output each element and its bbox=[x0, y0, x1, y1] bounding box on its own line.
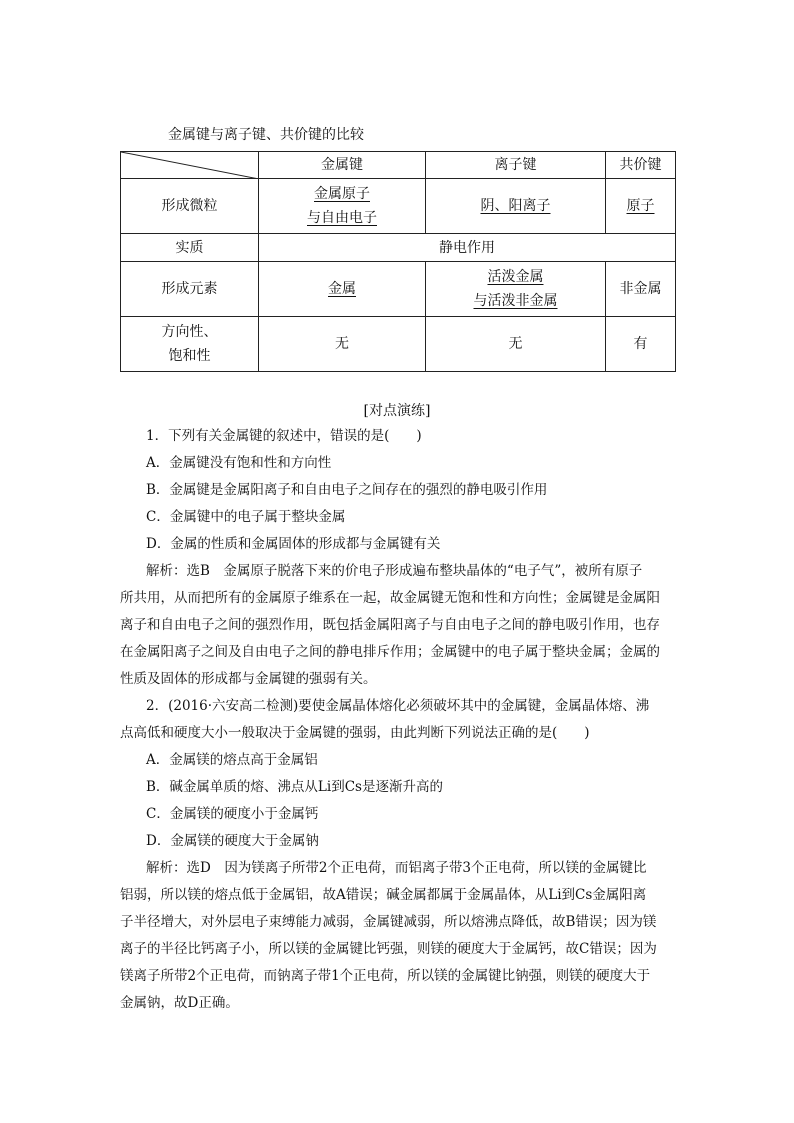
row-label-elements: 形成元素 bbox=[121, 262, 259, 317]
direction-label-line1: 方向性、 bbox=[161, 324, 218, 340]
metal-elements-text: 金属 bbox=[328, 281, 356, 297]
q1-option-d: D．金属的性质和金属固体的形成都与金属键有关 bbox=[146, 536, 441, 552]
ionic-elements-line2: 与活泼非金属 bbox=[473, 293, 558, 309]
cell-metal-particles bbox=[259, 179, 426, 234]
q1-analysis-line: 在金属阳离子之间及自由电子之间的静电排斥作用；金属键中的电子属于整块金属；金属的 bbox=[120, 644, 660, 660]
cell-ionic-particles bbox=[426, 179, 606, 234]
row-direction bbox=[121, 317, 676, 372]
question-1 bbox=[120, 423, 675, 693]
question-2 bbox=[120, 693, 675, 1017]
comparison-table bbox=[120, 151, 676, 372]
header-covalent-bond: 共价键 bbox=[606, 152, 676, 179]
row-essence bbox=[121, 234, 676, 262]
q2-option-d: D．金属镁的硬度大于金属钠 bbox=[146, 833, 319, 849]
diagonal-corner-cell bbox=[121, 152, 259, 179]
q1-analysis-line: 离子和自由电子之间的强烈作用，既包括金属阳离子与自由电子之间的静电吸引作用，也存 bbox=[120, 617, 660, 633]
metal-particles-line2: 与自由电子 bbox=[307, 210, 377, 226]
q1-analysis-line: 解析：选B 金属原子脱落下来的价电子形成遍布整块晶体的“电子气”，被所有原子 bbox=[146, 563, 643, 579]
row-particles bbox=[121, 179, 676, 234]
row-label-particles: 形成微粒 bbox=[121, 179, 259, 234]
diagonal-line bbox=[121, 152, 259, 179]
q2-analysis-line: 离子的半径比钙离子小，所以镁的金属键比钙强，则镁的硬度大于金属钙，故C错误；因为 bbox=[120, 941, 657, 957]
section-title: [对点演练] bbox=[363, 403, 431, 419]
q2-stem-line: 点高低和硬度大小一般取决于金属键的强弱，由此判断下列说法正确的是( ) bbox=[120, 725, 590, 741]
q2-analysis-line: 镁离子所带2个正电荷，而钠离子带1个正电荷，所以镁的金属键比钠强，则镁的硬度大于 bbox=[120, 968, 651, 984]
row-label-direction bbox=[121, 317, 259, 372]
ionic-particles-text: 阴、阳离子 bbox=[480, 198, 551, 214]
q1-analysis-line: 所共用，从而把所有的金属原子维系在一起，故金属键无饱和性和方向性；金属键是金属阳 bbox=[120, 590, 660, 606]
cell-metal-elements bbox=[259, 262, 426, 317]
q2-option-c: C．金属镁的硬度小于金属钙 bbox=[146, 806, 319, 822]
direction-label-line2: 饱和性 bbox=[168, 348, 211, 364]
q1-option-b: B．金属键是金属阳离子和自由电子之间存在的强烈的静电吸引作用 bbox=[146, 482, 548, 498]
row-label-essence: 实质 bbox=[121, 234, 259, 262]
q1-option-a: A．金属键没有饱和性和方向性 bbox=[146, 455, 332, 471]
ionic-elements-line1: 活泼金属 bbox=[487, 269, 544, 285]
cell-essence: 静电作用 bbox=[259, 234, 676, 262]
cell-metal-direction: 无 bbox=[259, 317, 426, 372]
q2-analysis-line: 子半径增大，对外层电子束缚能力减弱，金属键减弱，所以熔沸点降低，故B错误；因为镁 bbox=[120, 914, 657, 930]
cell-covalent-particles bbox=[606, 179, 676, 234]
cell-covalent-direction: 有 bbox=[606, 317, 676, 372]
header-ionic-bond: 离子键 bbox=[426, 152, 606, 179]
covalent-particles-text: 原子 bbox=[626, 198, 655, 214]
table-header-row bbox=[121, 152, 676, 179]
table-intro: 金属键与离子键、共价键的比较 bbox=[168, 127, 364, 143]
cell-covalent-elements: 非金属 bbox=[606, 262, 676, 317]
q2-stem-line: 2．(2016·六安高二检测)要使金属晶体熔化必须破坏其中的金属键，金属晶体熔、沸 bbox=[146, 698, 650, 714]
row-elements bbox=[121, 262, 676, 317]
header-metallic-bond: 金属键 bbox=[259, 152, 426, 179]
q2-analysis-line: 解析：选D 因为镁离子所带2个正电荷，而铝离子带3个正电荷，所以镁的金属键比 bbox=[146, 860, 647, 876]
cell-ionic-direction: 无 bbox=[426, 317, 606, 372]
q1-option-c: C．金属键中的电子属于整块金属 bbox=[146, 509, 346, 525]
metal-particles-line1: 金属原子 bbox=[314, 186, 370, 202]
cell-ionic-elements bbox=[426, 262, 606, 317]
q1-analysis-line: 性质及固体的形成都与金属键的强弱有关。 bbox=[120, 671, 377, 687]
q2-analysis-line: 铝弱，所以镁的熔点低于金属铝，故A错误；碱金属都属于金属晶体，从Li到Cs金属阳离 bbox=[120, 887, 647, 903]
q1-stem: 1．下列有关金属键的叙述中，错误的是( ) bbox=[146, 428, 422, 444]
q2-analysis-line: 金属钠，故D正确。 bbox=[120, 995, 239, 1011]
q2-option-a: A．金属镁的熔点高于金属铝 bbox=[146, 752, 318, 768]
q2-option-b: B．碱金属单质的熔、沸点从Li到Cs是逐渐升高的 bbox=[146, 779, 443, 795]
